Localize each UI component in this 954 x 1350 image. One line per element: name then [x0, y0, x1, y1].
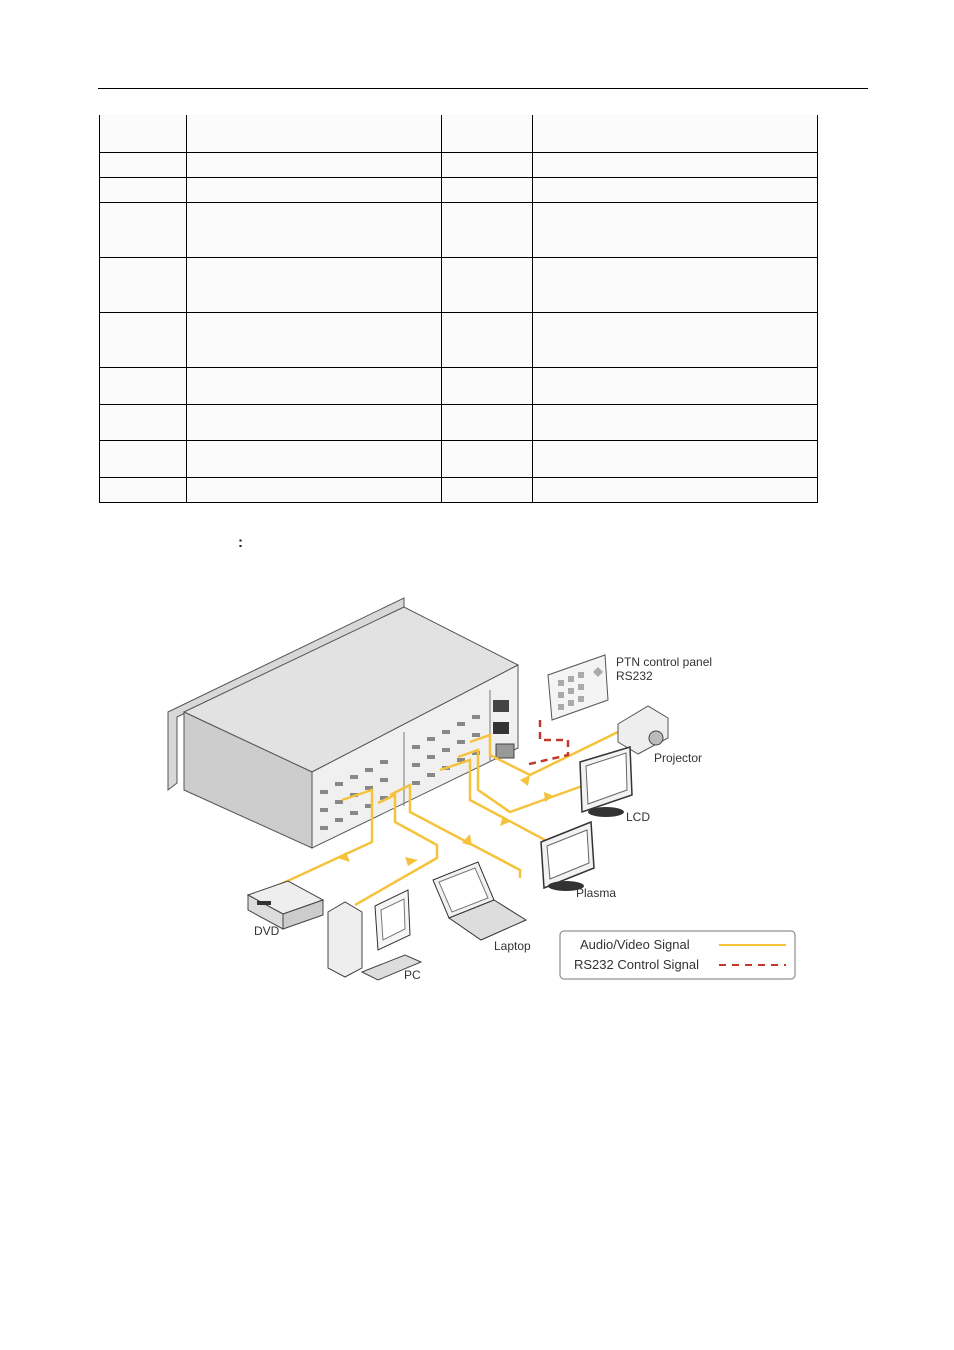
- plasma-label: Plasma: [576, 886, 617, 900]
- pc-icon: [328, 890, 421, 980]
- projector-icon: [618, 706, 668, 754]
- legend-av-label: Audio/Video Signal: [580, 937, 690, 952]
- rs232-label: RS232: [616, 669, 653, 683]
- legend: [560, 931, 795, 979]
- lcd-icon: [580, 747, 632, 817]
- dvd-icon: [248, 881, 323, 929]
- caption-colon: :: [238, 534, 243, 551]
- pc-label: PC: [404, 968, 421, 982]
- dvd-label: DVD: [254, 924, 280, 938]
- ptn-control-panel: [548, 655, 608, 720]
- laptop-icon: [433, 862, 526, 940]
- plasma-icon: [541, 822, 594, 891]
- lcd-label: LCD: [626, 810, 651, 824]
- matrix-switcher: [168, 598, 518, 848]
- ptn-panel-label: PTN control panel: [616, 655, 713, 669]
- legend-rs232-label: RS232 Control Signal: [574, 957, 700, 972]
- laptop-label: Laptop: [494, 939, 531, 953]
- projector-label: Projector: [654, 751, 703, 765]
